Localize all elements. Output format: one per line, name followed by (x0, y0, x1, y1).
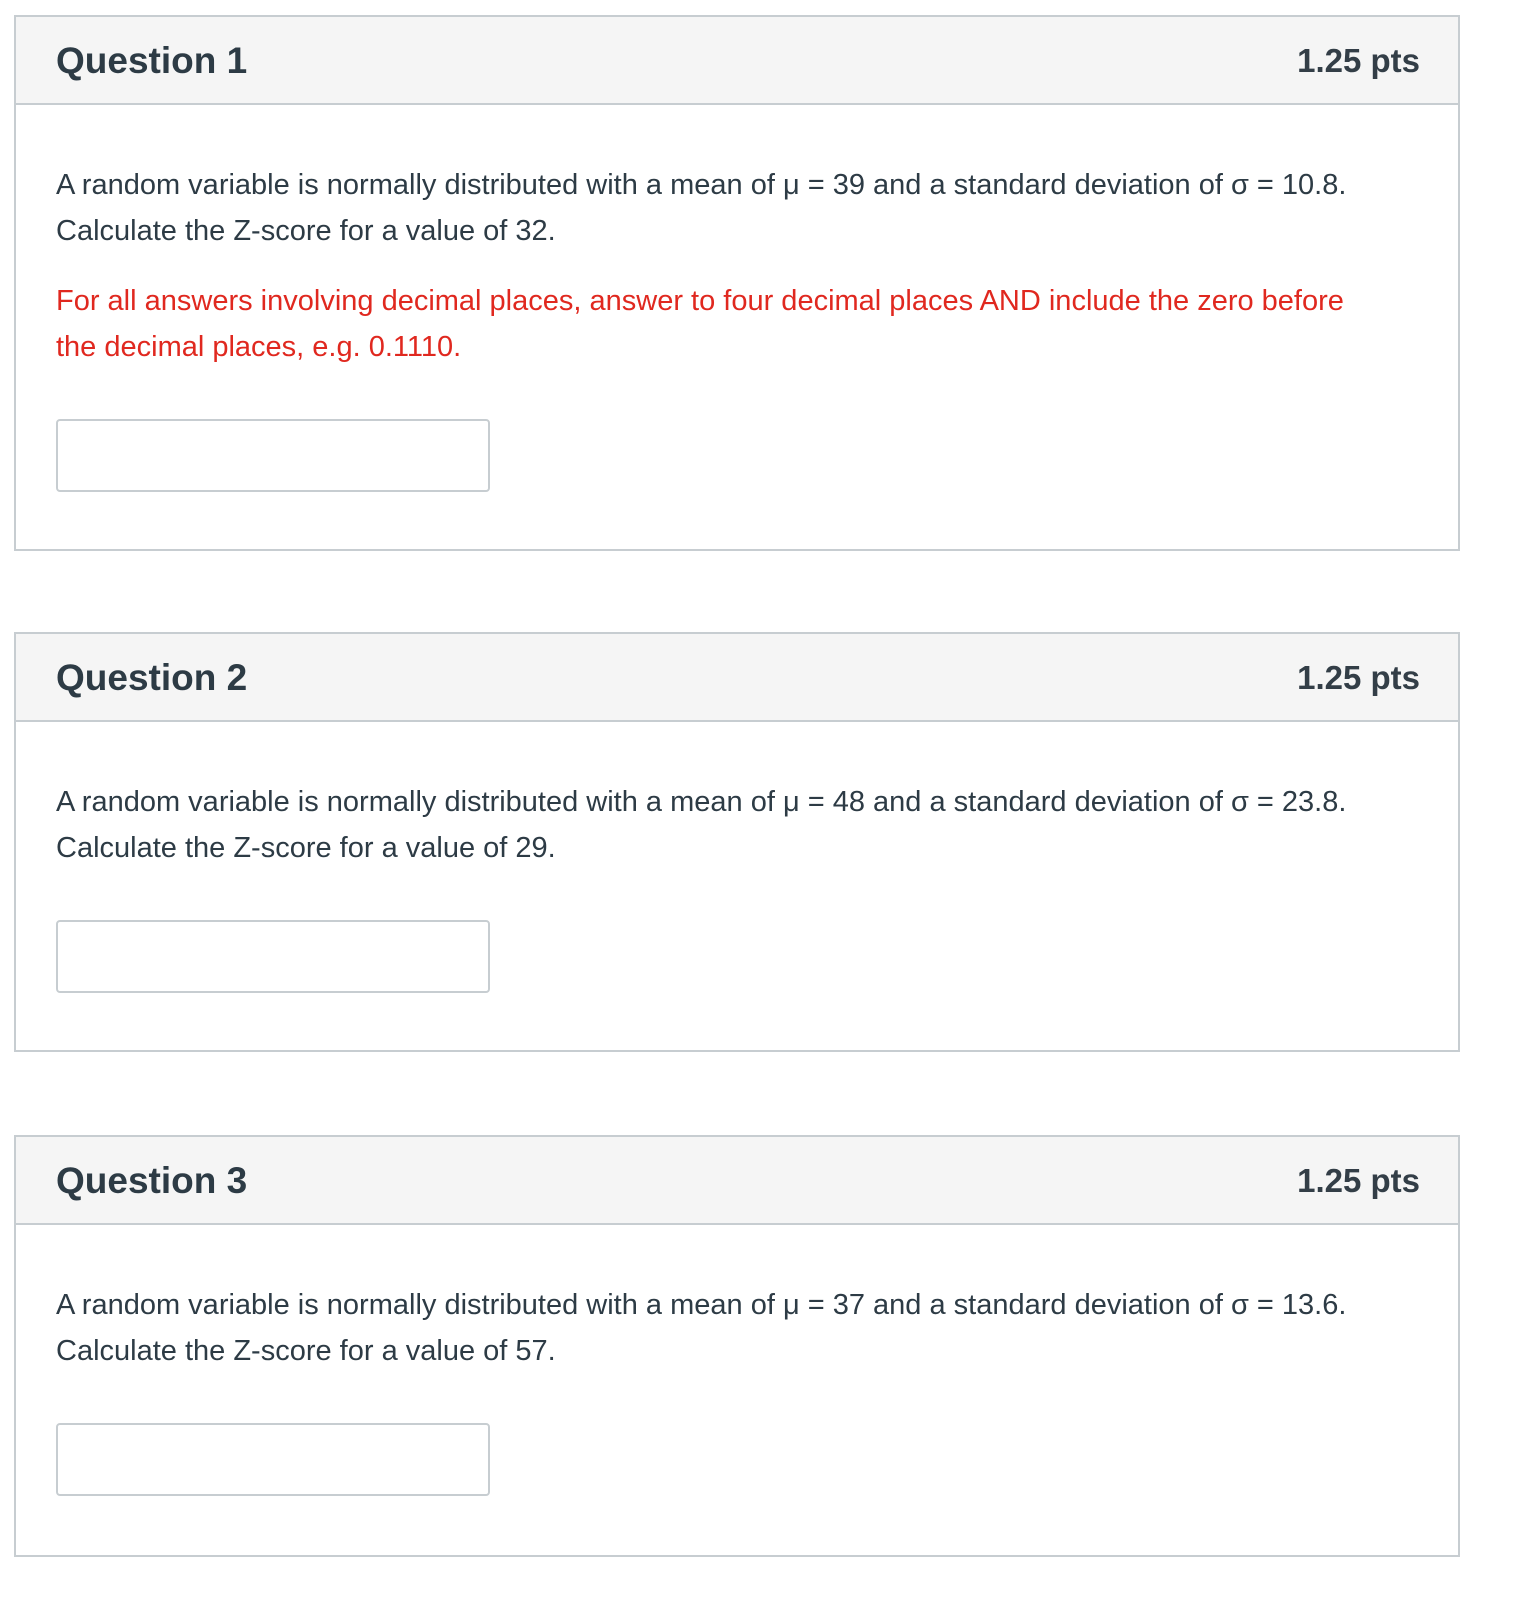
question-2 (14, 632, 1460, 1052)
question-text: A random variable is normally distributed with a mean of μ = 37 and a standard deviation of σ = 13.6. Calculate the Z-score for a value of 57. (56, 1289, 1347, 1367)
answer-input[interactable] (56, 419, 490, 492)
question-title: Question 1 (56, 40, 248, 81)
question-header (16, 1137, 1458, 1225)
question-title: Question 2 (56, 657, 248, 698)
instruction-note: For all answers involving decimal places, answer to four decimal places AND include the zero before the decimal places, e.g. 0.1110. (56, 285, 1344, 363)
question-body (56, 779, 1418, 871)
question-points: 1.25 pts (1297, 1162, 1420, 1199)
question-points: 1.25 pts (1297, 659, 1420, 696)
answer-input[interactable] (56, 1423, 490, 1496)
question-points: 1.25 pts (1297, 42, 1420, 79)
question-body (56, 162, 1418, 370)
question-header (16, 17, 1458, 105)
question-1 (14, 15, 1460, 551)
question-3 (14, 1135, 1460, 1557)
question-header (16, 634, 1458, 722)
question-text: A random variable is normally distributed with a mean of μ = 39 and a standard deviation of σ = 10.8. Calculate the Z-score for a value of 32. (56, 169, 1347, 247)
question-title: Question 3 (56, 1160, 248, 1201)
answer-input[interactable] (56, 920, 490, 993)
question-text: A random variable is normally distributed with a mean of μ = 48 and a standard deviation of σ = 23.8. Calculate the Z-score for a value of 29. (56, 786, 1347, 864)
question-body (56, 1282, 1418, 1374)
